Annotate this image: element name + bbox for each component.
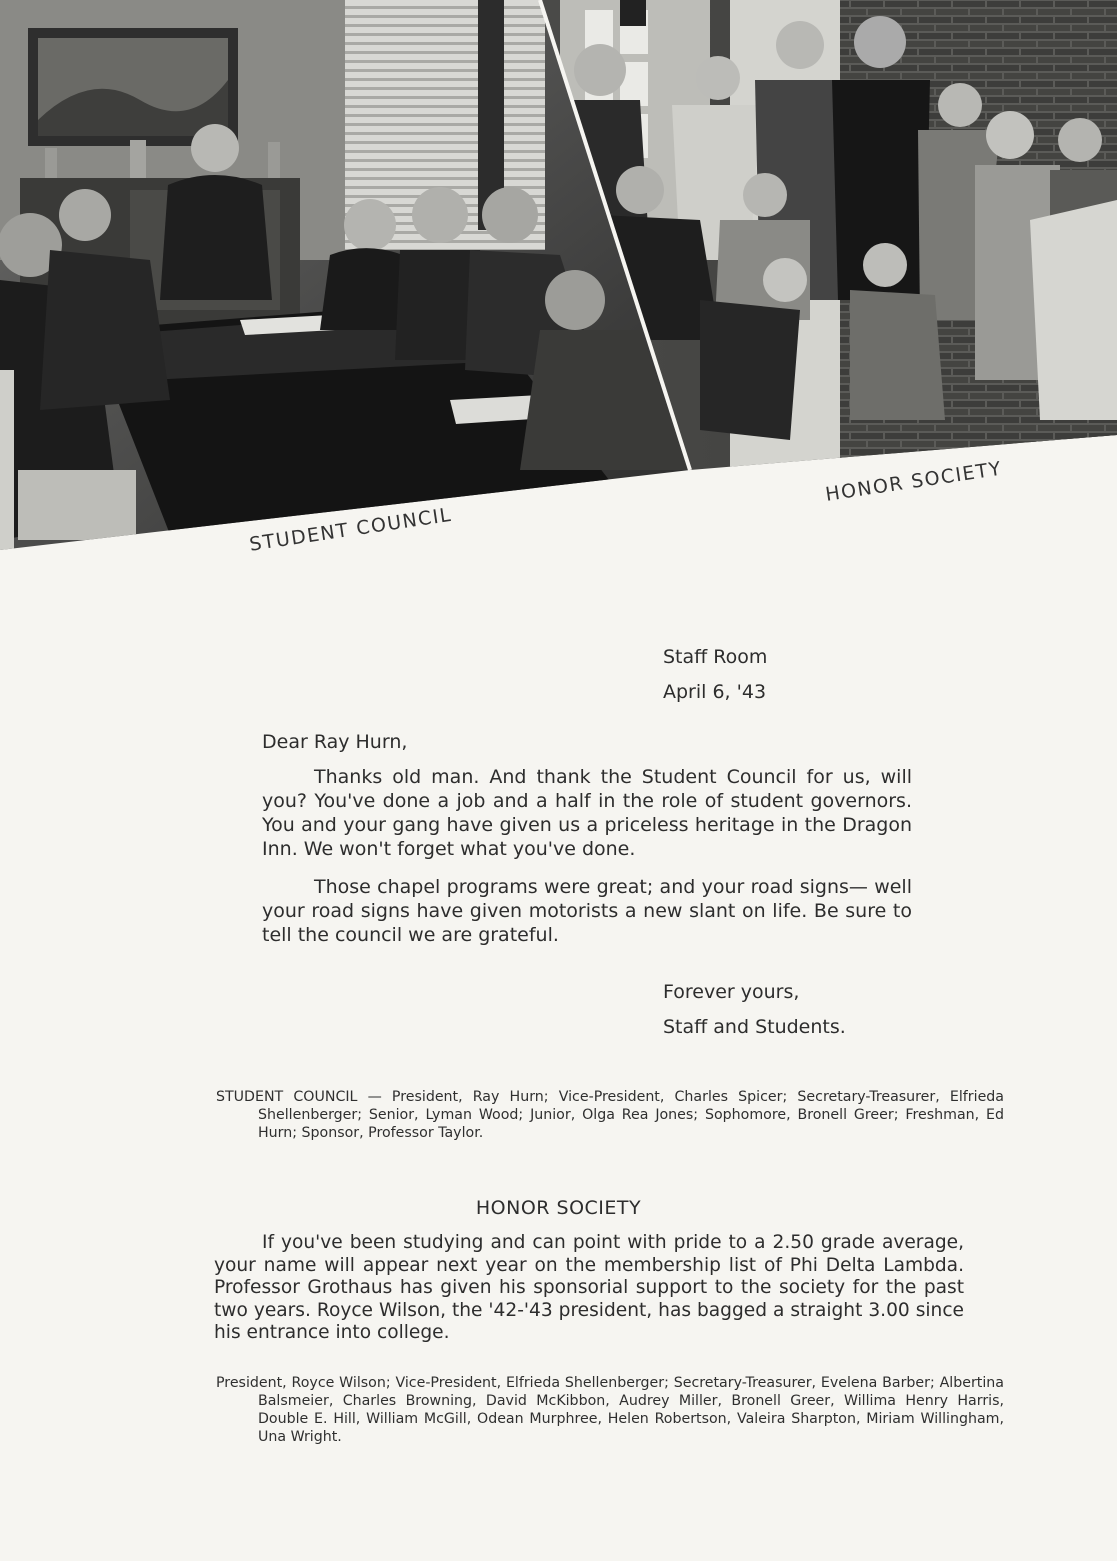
letter-paragraph: Those chapel programs were great; and your road signs— well your road signs have given motorists a new slant on life. Be sure to tell the council we are grateful.: [262, 876, 912, 946]
letter-salutation: Dear Ray Hurn,: [262, 731, 408, 753]
letter-signature: Staff and Students.: [663, 1016, 846, 1038]
honor-society-heading: HONOR SOCIETY: [475, 1197, 642, 1219]
letter-place: Staff Room: [663, 646, 768, 668]
student-council-roster: STUDENT COUNCIL — President, Ray Hurn; Vice-President, Charles Spicer; Secretary-Treasurer, Elfrieda Shellenberger; Senior, Lyman Wood; Junior, Olga Rea Jones; Sophomore, Bronell Greer; Freshman, Ed Hurn; Sponsor, Professor Taylor.: [216, 1089, 1004, 1141]
letter-date: April 6, '43: [663, 681, 767, 703]
letter-body: [262, 765, 912, 947]
honor-society-caption: HONOR SOCIETY: [824, 457, 1004, 506]
letter-paragraph: Thanks old man. And thank the Student Council for us, will you? You've done a job and a half in the role of student governors. You and your gang have given us a priceless heritage in the Dragon Inn. We won't forget what you've done.: [262, 766, 912, 860]
honor-society-roster: President, Royce Wilson; Vice-President, Elfrieda Shellenberger; Secretary-Treasurer, Evelena Barber; Albertina Balsmeier, Charles Browning, David McKibbon, Audrey Miller, Bronell Greer, Willima Henry Harris, Double E. Hill, William McGill, Odean Murphree, Helen Robertson, Valeira Sharpton, Miriam Willingham, Una Wright.: [216, 1375, 1004, 1445]
honor-society-paragraph: If you've been studying and can point with pride to a 2.50 grade average, your name will appear next year on the membership list of Phi Delta Lambda. Professor Grothaus has given his sponsorial support to the society for the past two years. Royce Wilson, the '42-'43 president, has bagged a straight 3.00 since his entrance into college.: [214, 1232, 964, 1343]
letter-closing: Forever yours,: [663, 981, 800, 1003]
student-council-caption: STUDENT COUNCIL: [248, 503, 454, 556]
